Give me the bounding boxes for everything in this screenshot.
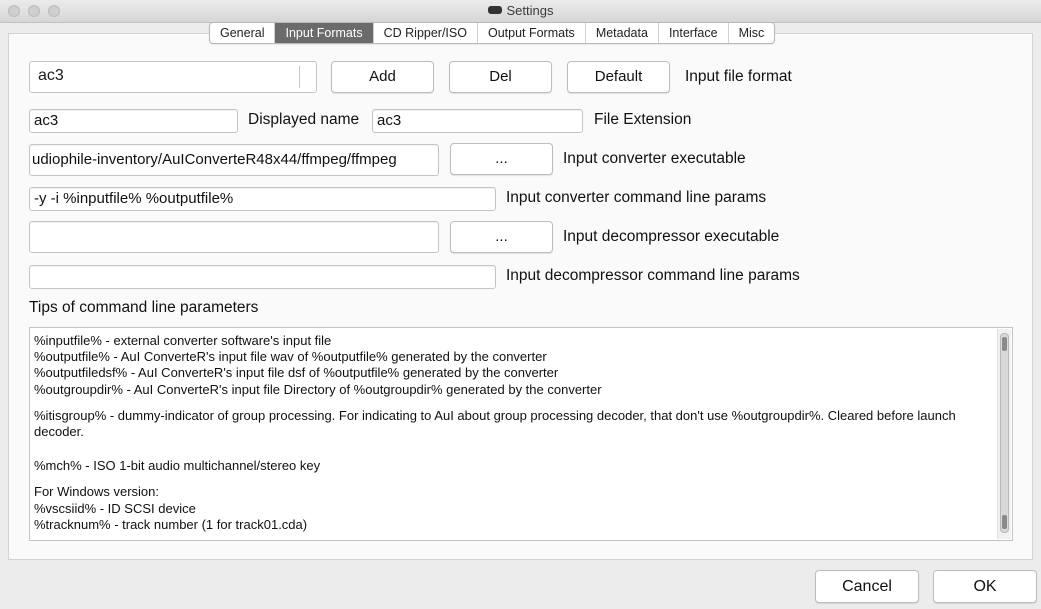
tips-line: %outgroupdir% - AuI ConverteR's input file Directory of %outgroupdir% generated by the converter <box>34 381 602 397</box>
displayed-name-input[interactable]: ac3 <box>29 109 238 133</box>
file-extension-input[interactable]: ac3 <box>372 109 583 133</box>
window-title-wrap <box>0 3 1041 18</box>
tab-input-formats[interactable]: Input Formats <box>275 23 373 43</box>
ok-button[interactable]: OK <box>933 570 1037 603</box>
cancel-button[interactable]: Cancel <box>815 570 919 603</box>
tips-content <box>34 333 994 533</box>
tips-line: %itisgroup% - dummy-indicator of group processing. For indicating to AuI about group processing decoder, that don't use %outgroupdir%. Cleared before launch decoder. <box>34 407 956 440</box>
input-format-combobox[interactable] <box>29 61 317 93</box>
delete-format-button[interactable]: Del <box>449 61 552 93</box>
tips-spacer <box>34 398 994 408</box>
tab-misc[interactable]: Misc <box>738 26 765 40</box>
tips-line: %outputfile% - AuI ConverteR's input file wav of %outputfile% generated by the converter <box>34 349 547 365</box>
input-file-format-label: Input file format <box>685 68 792 85</box>
converter-path-input[interactable]: udiophile-inventory/AuIConverteR48x44/ffmpeg/ffmpeg <box>29 144 439 176</box>
app-icon <box>488 6 502 14</box>
window-title: Settings <box>506 3 554 18</box>
tips-heading: Tips of command line parameters <box>29 299 259 316</box>
tips-line: %tracknum% - track number (1 for track01.cda) <box>34 516 308 532</box>
tips-line: %mch% - ISO 1-bit audio multichannel/stereo key <box>34 458 321 474</box>
combobox-divider <box>299 66 300 88</box>
decompressor-executable-label: Input decompressor executable <box>563 228 780 245</box>
tab-bar <box>209 22 775 44</box>
decompressor-params-input[interactable] <box>29 265 496 289</box>
tips-line: %vscsiid% - ID SCSI device <box>34 500 196 516</box>
tab-interface[interactable]: Interface <box>659 23 729 43</box>
browse-converter-button[interactable]: ... <box>450 143 553 175</box>
scroll-thumb-grip-icon <box>1002 515 1007 529</box>
input-format-value: ac3 <box>38 67 64 84</box>
tips-line: %outputfiledsf% - AuI ConverteR's input file dsf of %outputfile% generated by the converter <box>34 365 559 381</box>
scroll-thumb-grip-icon <box>1002 337 1007 351</box>
add-format-button[interactable]: Add <box>331 61 434 93</box>
tips-spacer <box>34 474 994 484</box>
converter-executable-label: Input converter executable <box>563 150 746 167</box>
tab-general[interactable]: General <box>210 23 275 43</box>
title-bar <box>0 0 1041 23</box>
tips-line: %inputfile% - external converter software's input file <box>34 333 332 348</box>
browse-decompressor-button[interactable]: ... <box>450 221 553 253</box>
tips-line: For Windows version: <box>34 484 159 500</box>
tips-spacer <box>34 440 994 458</box>
converter-params-label: Input converter command line params <box>506 189 767 206</box>
converter-params-input[interactable]: -y -i %inputfile% %outputfile% <box>29 187 496 211</box>
tab-metadata[interactable]: Metadata <box>586 23 659 43</box>
default-format-button[interactable]: Default <box>567 61 670 93</box>
tab-cd-ripper-iso[interactable]: CD Ripper/ISO <box>374 23 478 43</box>
decompressor-params-label: Input decompressor command line params <box>506 267 800 284</box>
tips-scrollbar[interactable] <box>997 329 1011 539</box>
file-extension-label: File Extension <box>594 111 692 128</box>
displayed-name-label: Displayed name <box>248 111 360 128</box>
tips-scrollbar-thumb[interactable] <box>1000 333 1009 533</box>
tab-output-formats[interactable]: Output Formats <box>478 23 586 43</box>
tips-text-area[interactable] <box>29 327 1013 541</box>
decompressor-path-input[interactable] <box>29 221 439 253</box>
